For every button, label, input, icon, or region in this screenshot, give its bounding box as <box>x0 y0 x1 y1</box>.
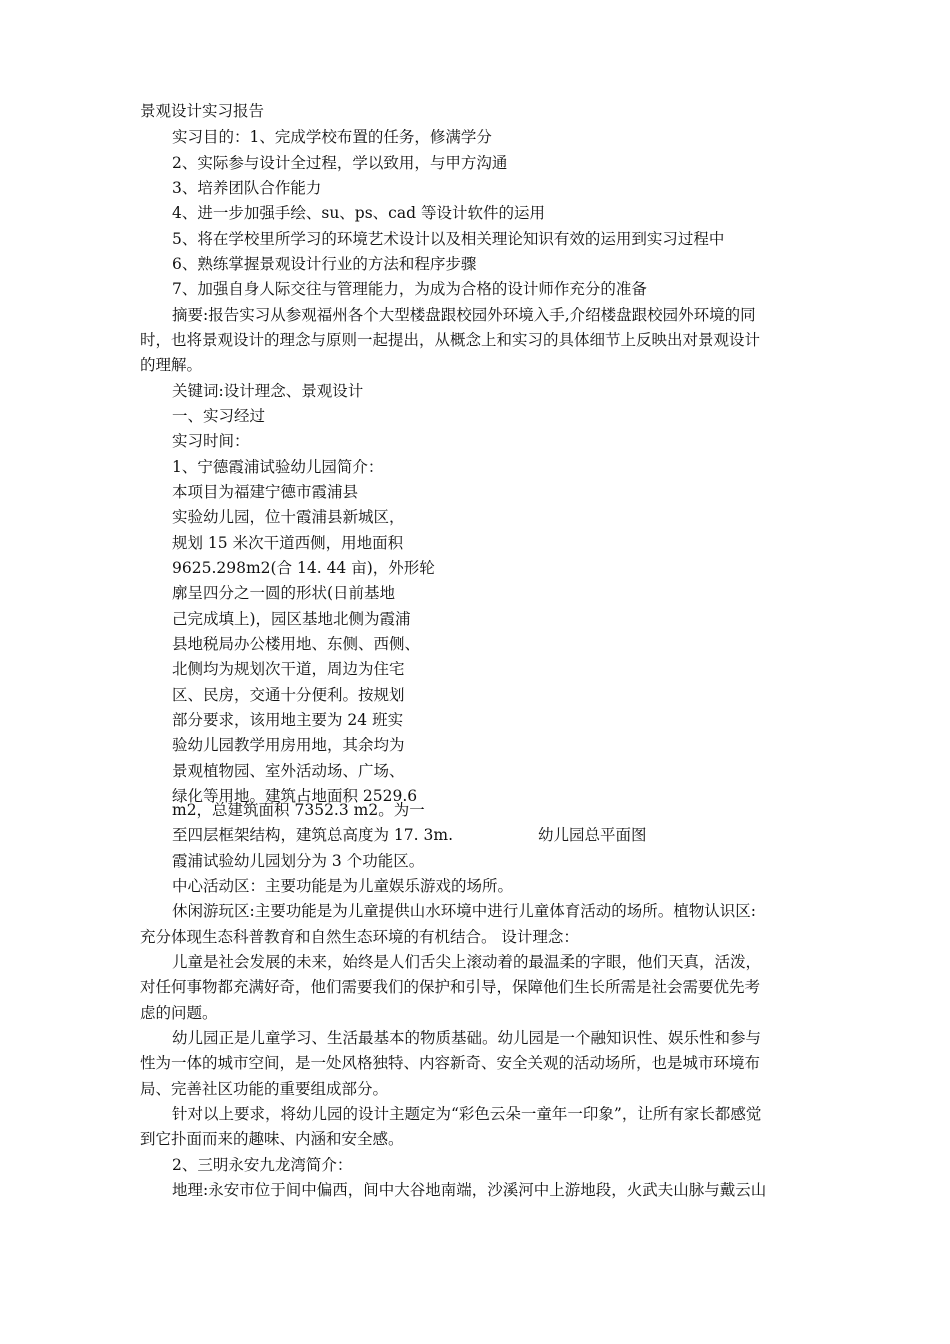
kindergarten-column-line: 北侧均为规划次干道，周边为住宅 <box>172 660 405 678</box>
kindergarten-column-line: 县地税局办公楼用地、东侧、西侧、 <box>172 635 421 653</box>
site-plan-caption: 幼儿园总平面图 <box>538 826 647 844</box>
kindergarten-column-line: m2，总建筑面积 7352.3 m2。为一 <box>172 801 425 819</box>
purpose-line-5: 5、将在学校里所学习的环境艺术设计以及相关理论知识有效的运用到实习过程中 <box>172 230 725 248</box>
leisure-zone-line-2: 充分体现生态科普教育和自然生态环境的有机结合。 设计理念： <box>140 928 579 946</box>
kindergarten-column-line: 区、民房，交通十分便利。按规划 <box>172 686 405 704</box>
kindergarten-column-line: 己完成填上)，园区基地北侧为霞浦 <box>172 610 411 628</box>
leisure-zone-line-1: 休闲游玩区:主要功能是为儿童提供山水环境中进行儿童体育活动的场所。植物认识区: <box>172 902 756 920</box>
kindergarten-paragraph-line-1: 幼儿园正是儿童学习、生活最基本的物质基础。幼儿园是一个融知识性、娱乐性和参与 <box>172 1029 762 1047</box>
children-paragraph-line-3: 虑的问题。 <box>140 1004 218 1022</box>
kindergarten-column-line: 景观植物园、室外活动场、广场、 <box>172 762 405 780</box>
purpose-line-2: 2、实际参与设计全过程，学以致用，与甲方沟通 <box>172 154 508 172</box>
purpose-line-3: 3、培养团队合作能力 <box>172 179 322 197</box>
purpose-line-4: 4、进一步加强手绘、su、ps、cad 等设计软件的运用 <box>172 204 545 222</box>
document-title: 景观设计实习报告 <box>140 102 265 120</box>
theme-paragraph-line-2: 到它扑面而来的趣味、内涵和安全感。 <box>140 1130 404 1148</box>
kindergarten-column-line: 9625.298m2(合 14. 44 亩)，外形轮 <box>172 559 435 577</box>
geography-line: 地理:永安市位于间中偏西，间中大谷地南端，沙溪河中上游地段，火武夫山脉与戴云山 <box>172 1181 767 1199</box>
abstract-line-2: 时，也将景观设计的理念与原则一起提出，从概念上和实习的具体细节上反映出对景观设计 <box>140 331 761 349</box>
kindergarten-column-line: 绿化等用地。建筑占地面积 2529.6 <box>172 787 418 805</box>
children-paragraph-line-2: 对任何事物都充满好奇，他们需要我们的保护和引导，保障他们生长所需是社会需要优先考 <box>140 978 761 996</box>
kindergarten-paragraph-line-3: 局、完善社区功能的重要组成部分。 <box>140 1080 389 1098</box>
kindergarten-column-line: 验幼儿园教学用房用地，其余均为 <box>172 736 405 754</box>
purpose-line-6: 6、熟练掌握景观设计行业的方法和程序步骤 <box>172 255 477 273</box>
theme-paragraph-line-1: 针对以上要求，将幼儿园的设计主题定为“彩色云朵一童年一印象”，让所有家长都感觉 <box>172 1105 762 1123</box>
kindergarten-title: 1、宁德霞浦试验幼儿园简介： <box>172 458 384 476</box>
purpose-line-1: 实习目的：1、完成学校布置的任务，修满学分 <box>172 128 492 146</box>
kindergarten-column-line: 规划 15 米次干道西侧，用地面积 <box>172 534 404 552</box>
children-paragraph-line-1: 儿童是社会发展的未来，始终是人们舌尖上滚动着的最温柔的字眼，他们天真，活泼， <box>172 953 762 971</box>
section-heading-1: 一、实习经过 <box>172 407 266 425</box>
kindergarten-column-line: 廓呈四分之一圆的形状(日前基地 <box>172 584 396 602</box>
abstract-line-3: 的理解。 <box>140 356 203 374</box>
kindergarten-column-line: 部分要求，该用地主要为 24 班实 <box>172 711 404 729</box>
kindergarten-column-line: 实验幼儿园，位十霞浦县新城区， <box>172 508 405 526</box>
center-zone-text: 中心活动区：主要功能是为儿童娱乐游戏的场所。 <box>172 877 514 895</box>
purpose-line-7: 7、加强自身人际交往与管理能力，为成为合格的设计师作充分的准备 <box>172 280 647 298</box>
kindergarten-paragraph-line-2: 性为一体的城市空间，是一处风格独特、内容新奇、安全关观的活动场所，也是城市环境布 <box>140 1054 761 1072</box>
kindergarten-column-line: 至四层框架结构，建筑总高度为 17. 3m. <box>172 826 453 844</box>
kindergarten-column-line: 本项目为福建宁德市霞浦县 <box>172 483 359 501</box>
internship-time-label: 实习时间： <box>172 432 250 450</box>
zones-intro: 霞浦试验幼儿园划分为 3 个功能区。 <box>172 852 425 870</box>
keywords: 关键词:设计理念、景观设计 <box>172 382 364 400</box>
abstract-line-1: 摘要:报告实习从参观福州各个大型楼盘跟校园外环境入手,介绍楼盘跟校园外环境的同 <box>172 306 756 324</box>
yongan-title: 2、三明永安九龙湾简介： <box>172 1156 353 1174</box>
